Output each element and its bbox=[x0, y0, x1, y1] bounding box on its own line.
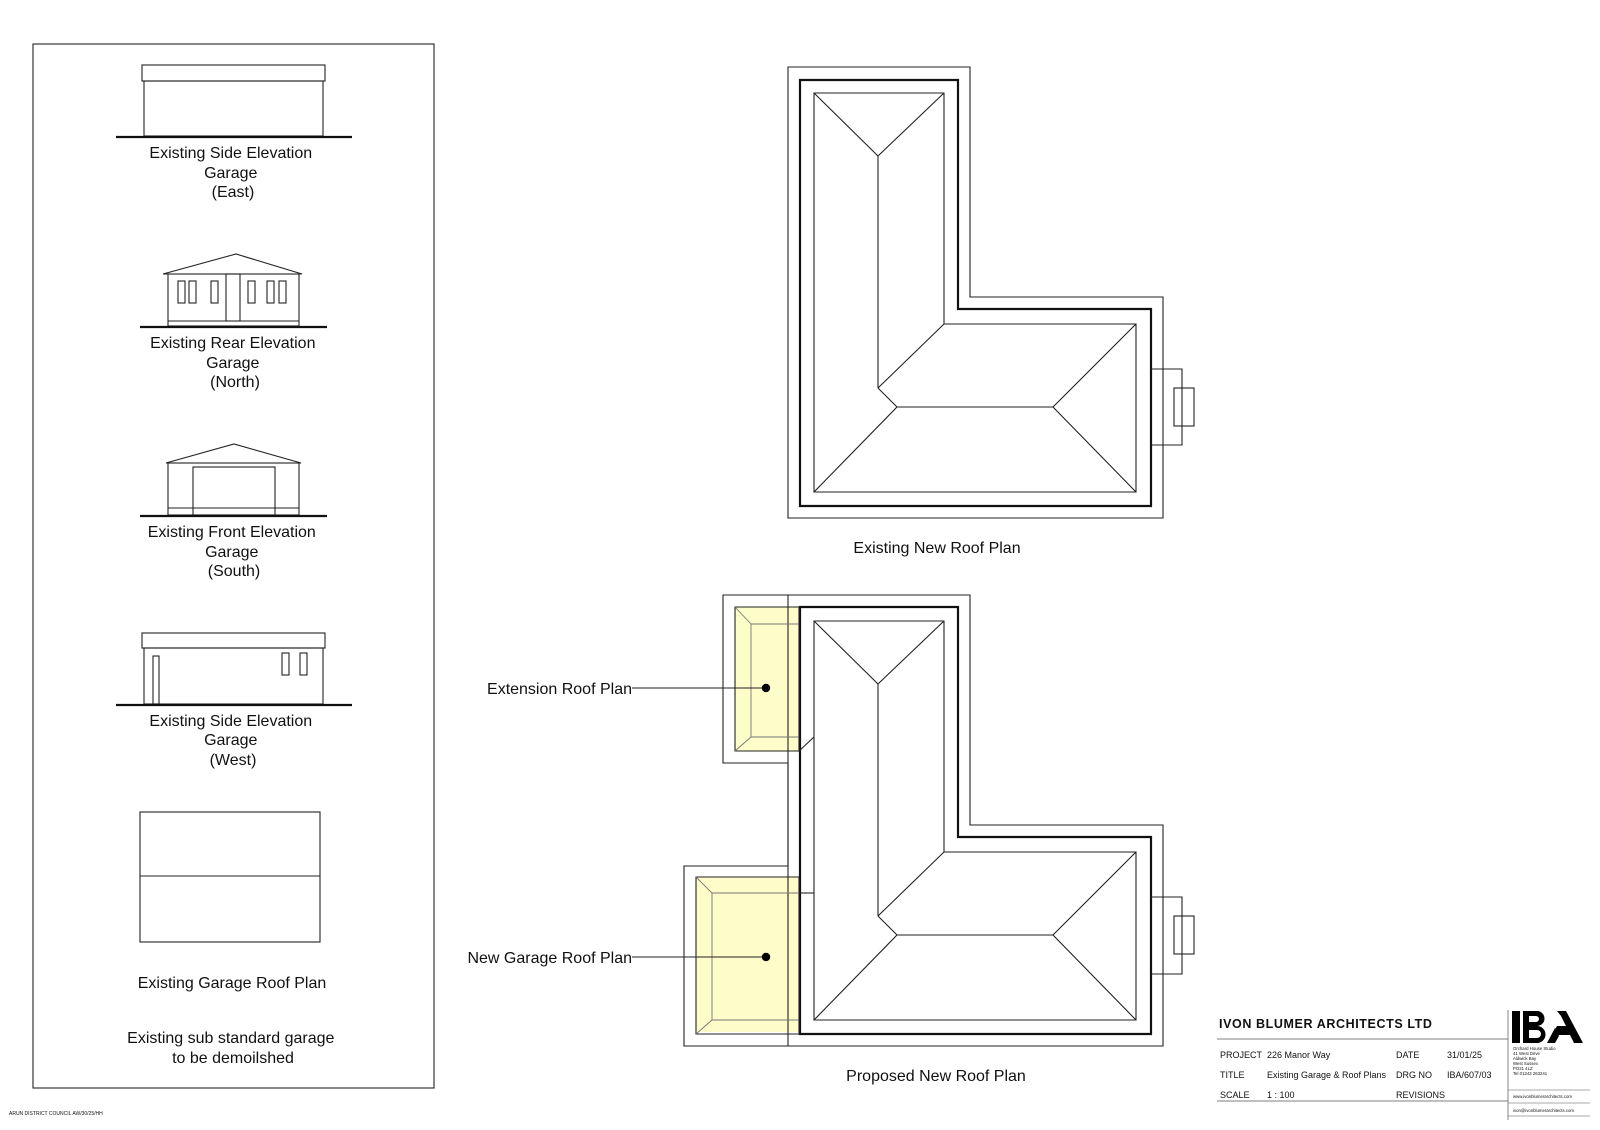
firm-website: www.ivonblumerarchitects.com bbox=[1513, 1094, 1572, 1099]
new-garage-callout-label: New Garage Roof Plan bbox=[467, 950, 632, 967]
date-label: DATE bbox=[1396, 1050, 1420, 1060]
existing-roof-plan-drawing bbox=[788, 67, 1194, 518]
demolish-note: Existing sub standard garage to be demoilshed bbox=[127, 1030, 335, 1067]
revisions-label: REVISIONS bbox=[1396, 1090, 1446, 1100]
firm-name: IVON BLUMER ARCHITECTS LTD bbox=[1219, 1017, 1433, 1031]
title-label: TITLE bbox=[1220, 1070, 1245, 1080]
extension-highlight bbox=[735, 607, 799, 751]
extension-callout-label: Extension Roof Plan bbox=[487, 681, 632, 698]
existing-garage-roof-drawing bbox=[140, 812, 320, 942]
project-value: 226 Manor Way bbox=[1267, 1050, 1331, 1060]
existing-garage-roof-label: Existing Garage Roof Plan bbox=[137, 975, 327, 992]
scale-value: 1 : 100 bbox=[1267, 1090, 1295, 1100]
title-value: Existing Garage & Roof Plans bbox=[1267, 1070, 1387, 1080]
west-elevation-label: Existing Side Elevation Garage (West) bbox=[149, 713, 313, 769]
scale-label: SCALE bbox=[1220, 1090, 1250, 1100]
council-stamp: ARUN DISTRICT COUNCIL AW/30/25/HH bbox=[9, 1111, 103, 1117]
north-elevation-drawing bbox=[140, 254, 327, 327]
date-value: 31/01/25 bbox=[1447, 1050, 1483, 1060]
firm-address: Orchard House Studio 41 West Drive Aldwick Bay West Sussex PO21 4LZ Tel 01243 263241 bbox=[1513, 1046, 1556, 1076]
project-label: PROJECT bbox=[1220, 1050, 1263, 1060]
east-elevation-drawing bbox=[116, 65, 352, 137]
drg-label: DRG NO bbox=[1396, 1070, 1432, 1080]
north-elevation-label: Existing Rear Elevation Garage (North) bbox=[150, 335, 316, 391]
proposed-roof-plan-title: Proposed New Roof Plan bbox=[846, 1068, 1026, 1085]
iba-logo bbox=[1512, 1011, 1583, 1043]
drg-value: IBA/607/03 bbox=[1447, 1070, 1492, 1080]
proposed-roof-plan-drawing bbox=[684, 595, 1194, 1046]
new-garage-highlight bbox=[696, 877, 799, 1032]
south-elevation-label: Existing Front Elevation Garage (South) bbox=[147, 524, 316, 580]
existing-roof-plan-title: Existing New Roof Plan bbox=[853, 540, 1021, 557]
south-elevation-drawing bbox=[140, 444, 327, 516]
east-elevation-label: Existing Side Elevation Garage (East) bbox=[149, 145, 313, 201]
firm-email: ivon@ivonblumerarchitects.com bbox=[1513, 1108, 1574, 1113]
west-elevation-drawing bbox=[116, 633, 352, 705]
